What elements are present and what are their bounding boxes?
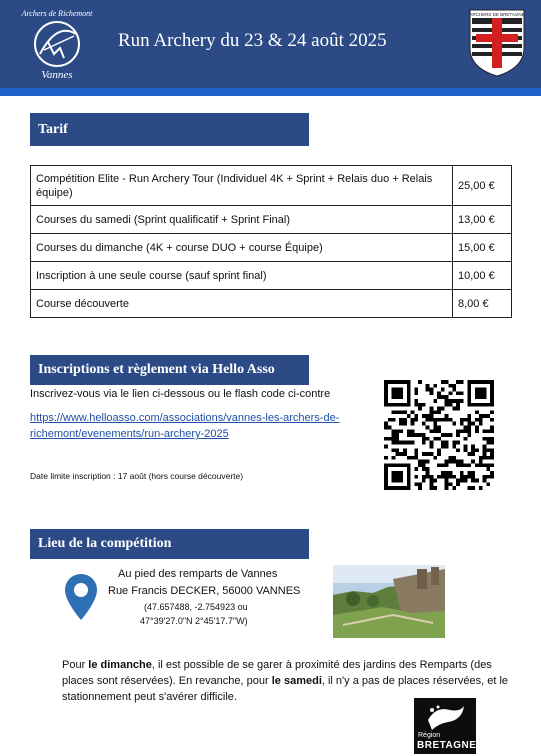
logo-left-top-text: Archers de Richemont bbox=[21, 9, 93, 18]
region-small-text: Région bbox=[418, 732, 441, 739]
qr-code[interactable] bbox=[384, 380, 494, 490]
tarif-price: 13,00 € bbox=[453, 206, 512, 234]
helloasso-link-line1[interactable]: https://www.helloasso.com/associations/vannes-les-archers-de- bbox=[30, 412, 340, 424]
inscriptions-intro: Inscrivez-vous via le lien ci-dessous ou le flash code ci-contre bbox=[30, 388, 331, 400]
archers-richemont-logo bbox=[18, 4, 96, 82]
header-stripe bbox=[0, 88, 541, 96]
logo-left-bottom-text: Vannes bbox=[41, 69, 73, 81]
location-pin-icon bbox=[64, 573, 98, 621]
tarif-price: 8,00 € bbox=[453, 290, 512, 318]
table-row bbox=[31, 262, 512, 290]
table-row bbox=[31, 206, 512, 234]
tarif-label: Course découverte bbox=[31, 290, 453, 318]
remparts-photo bbox=[333, 565, 445, 638]
section-heading-lieu: Lieu de la compétition bbox=[30, 529, 309, 559]
table-row bbox=[31, 290, 512, 318]
region-big-text: BRETAGNE bbox=[417, 740, 477, 751]
lieu-line2: Rue Francis DECKER, 56000 VANNES bbox=[108, 585, 301, 597]
tarif-label: Courses du samedi (Sprint qualificatif + Sprint Final) bbox=[31, 206, 453, 234]
section-heading-inscriptions: Inscriptions et règlement via Hello Asso bbox=[30, 355, 309, 385]
helloasso-link-line2[interactable]: richemont/evenements/run-archery-2025 bbox=[30, 428, 229, 440]
lieu-line4: 47°39'27.0"N 2°45'17.7"W) bbox=[140, 616, 248, 626]
tarif-label: Compétition Elite - Run Archery Tour (Individuel 4K + Sprint + Relais duo + Relais équipe) bbox=[31, 166, 453, 206]
ermine-bird-icon bbox=[424, 702, 466, 732]
region-bretagne-logo bbox=[414, 698, 476, 754]
lieu-line1: Au pied des remparts de Vannes bbox=[118, 568, 278, 580]
table-row bbox=[31, 166, 512, 206]
parking-text-3: , il n'y a pas de places réservées, et le stationnement peut s'avérer difficile. bbox=[62, 675, 509, 703]
table-row bbox=[31, 234, 512, 262]
tarif-price: 15,00 € bbox=[453, 234, 512, 262]
page-title: Run Archery du 23 & 24 août 2025 bbox=[118, 30, 387, 51]
deadline-text: Date limite inscription : 17 août (hors course découverte) bbox=[30, 471, 244, 481]
logo-right-text: ARCHERS DE BRETAGNE bbox=[469, 12, 525, 17]
parking-text-1: Pour bbox=[62, 659, 89, 671]
tarif-label: Inscription à une seule course (sauf sprint final) bbox=[31, 262, 453, 290]
tarif-label: Courses du dimanche (4K + course DUO + course Équipe) bbox=[31, 234, 453, 262]
tarif-price: 10,00 € bbox=[453, 262, 512, 290]
lieu-line3: (47.657488, -2.754923 ou bbox=[144, 602, 248, 612]
header-banner bbox=[0, 0, 541, 88]
tarif-price: 25,00 € bbox=[453, 166, 512, 206]
archers-bretagne-shield-logo bbox=[468, 8, 526, 78]
section-heading-tarif: Tarif bbox=[30, 113, 309, 146]
parking-bold-dimanche: le dimanche bbox=[88, 659, 152, 671]
tarif-table bbox=[30, 165, 512, 318]
parking-text-2: , il est possible de se garer à proximité des jardins des Remparts (des places sont réservées). En revanche, pour bbox=[62, 659, 492, 687]
parking-bold-samedi: le samedi bbox=[271, 675, 322, 687]
